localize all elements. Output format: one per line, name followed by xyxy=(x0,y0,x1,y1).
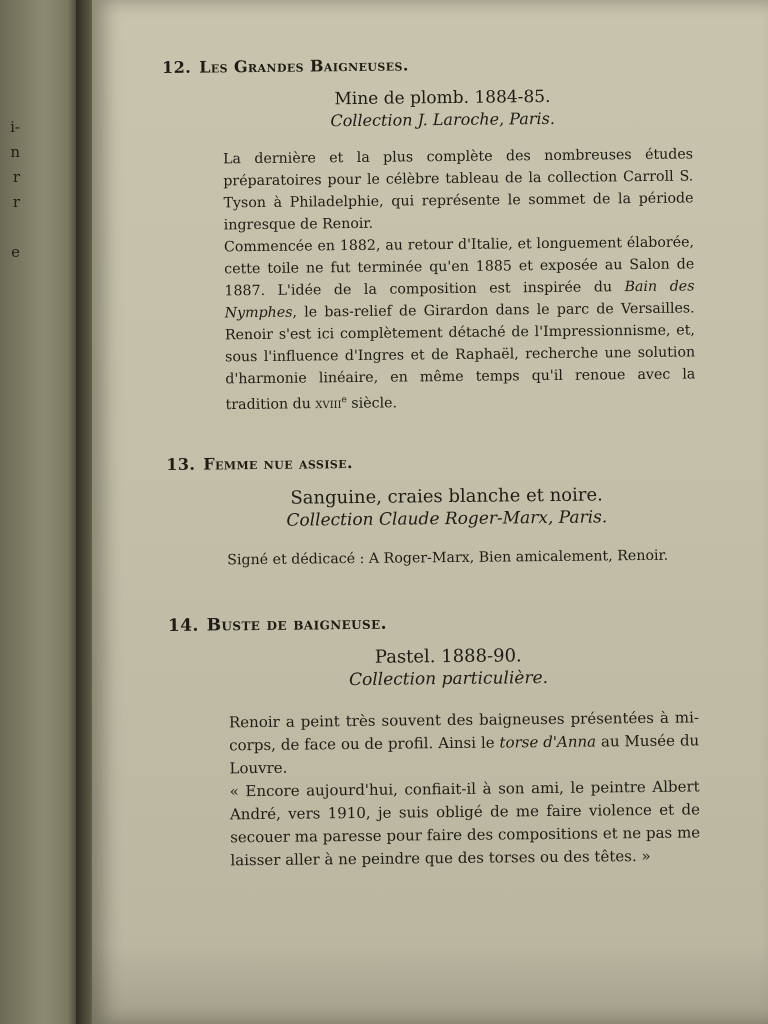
left-fragment: r xyxy=(12,193,20,211)
left-fragment: n xyxy=(10,143,20,161)
description-paragraph: Signé et dédicacé : A Roger-Marx, Bien amicalement, Renoir. xyxy=(227,547,669,569)
description-paragraph xyxy=(224,231,696,416)
entry-medium: Pastel. 1888-90. xyxy=(374,645,522,668)
catalogue-entry-13 xyxy=(166,449,727,572)
century-numeral: xviii xyxy=(315,395,342,413)
artwork-title: Bain des Nymphes xyxy=(224,278,695,322)
left-page-fragments xyxy=(0,118,20,268)
left-fragment: r xyxy=(12,168,20,186)
entry-title: Femme nue assise. xyxy=(203,452,354,474)
text-run: , le bas-relief de Girardon dans le parc de Versailles. Renoir s'est ici complètement détaché de l'Impressionnisme, et, sous l'influence d'Ingres et de Raphaël, recherche une solution d'harmonie linéaire, en même temps qu'il renoue avec la tradition du xyxy=(224,300,696,414)
catalogue-entry-12 xyxy=(162,52,726,417)
right-page xyxy=(92,0,768,1024)
catalogue-content xyxy=(162,52,731,873)
entry-heading xyxy=(166,449,726,474)
page-shadow xyxy=(92,944,768,1024)
text-run: Commencée en 1882, au retour d'Italie, et longuement élaborée, cette toile ne fut terminée qu'en 1885 et exposée au Salon de 1887. L'idée de la composition est inspirée du xyxy=(223,234,695,300)
left-fragment xyxy=(0,218,20,243)
text-run: Renoir a peint très souvent des baigneuses présentées à mi-corps, de face ou de profil. Ainsi le xyxy=(228,708,700,755)
left-page xyxy=(0,0,80,1024)
entry-description xyxy=(229,706,701,872)
quotation-paragraph: « Encore aujourd'hui, confiait-il à son ami, le peintre Albert André, vers 1910, je suis obligé de me faire violence et de secouer ma paresse pour faire des compositions et ne pas me laisser aller à ne peindre que des torses ou des têtes. » xyxy=(229,777,701,870)
artwork-title: torse d'Anna xyxy=(499,732,597,752)
entry-title: Les Grandes Baigneuses. xyxy=(199,55,409,77)
left-fragment: e xyxy=(11,243,20,261)
text-run: siècle. xyxy=(346,395,398,412)
catalogue-entry-14 xyxy=(168,610,731,873)
left-fragment: i- xyxy=(10,118,20,136)
entry-description xyxy=(223,143,696,416)
century-superscript: e xyxy=(341,395,347,406)
description-paragraph xyxy=(229,706,700,780)
entry-heading xyxy=(162,52,722,77)
text-run: au Musée du Louvre. xyxy=(229,731,700,778)
entry-number: 12. xyxy=(162,57,192,77)
description-paragraph: La dernière et la plus complète des nombreuses études préparatoires pour le célèbre tableau de la collection Carroll S. Tyson à Philadelphie, qui représente le sommet de la période ingresque de Renoir. xyxy=(222,146,694,234)
entry-title: Buste de baigneuse. xyxy=(206,613,388,636)
entry-heading xyxy=(168,610,728,636)
entry-collection: Collection J. Laroche, Paris. xyxy=(330,108,555,131)
entry-description xyxy=(227,544,697,571)
entry-number: 13. xyxy=(166,454,196,474)
entry-number: 14. xyxy=(167,615,199,636)
entry-collection: Collection particulière. xyxy=(348,667,549,690)
entry-medium: Mine de plomb. 1884-85. xyxy=(334,86,551,110)
entry-collection: Collection Claude Roger-Marx, Paris. xyxy=(286,507,608,531)
entry-medium: Sanguine, craies blanche et noire. xyxy=(290,484,603,509)
